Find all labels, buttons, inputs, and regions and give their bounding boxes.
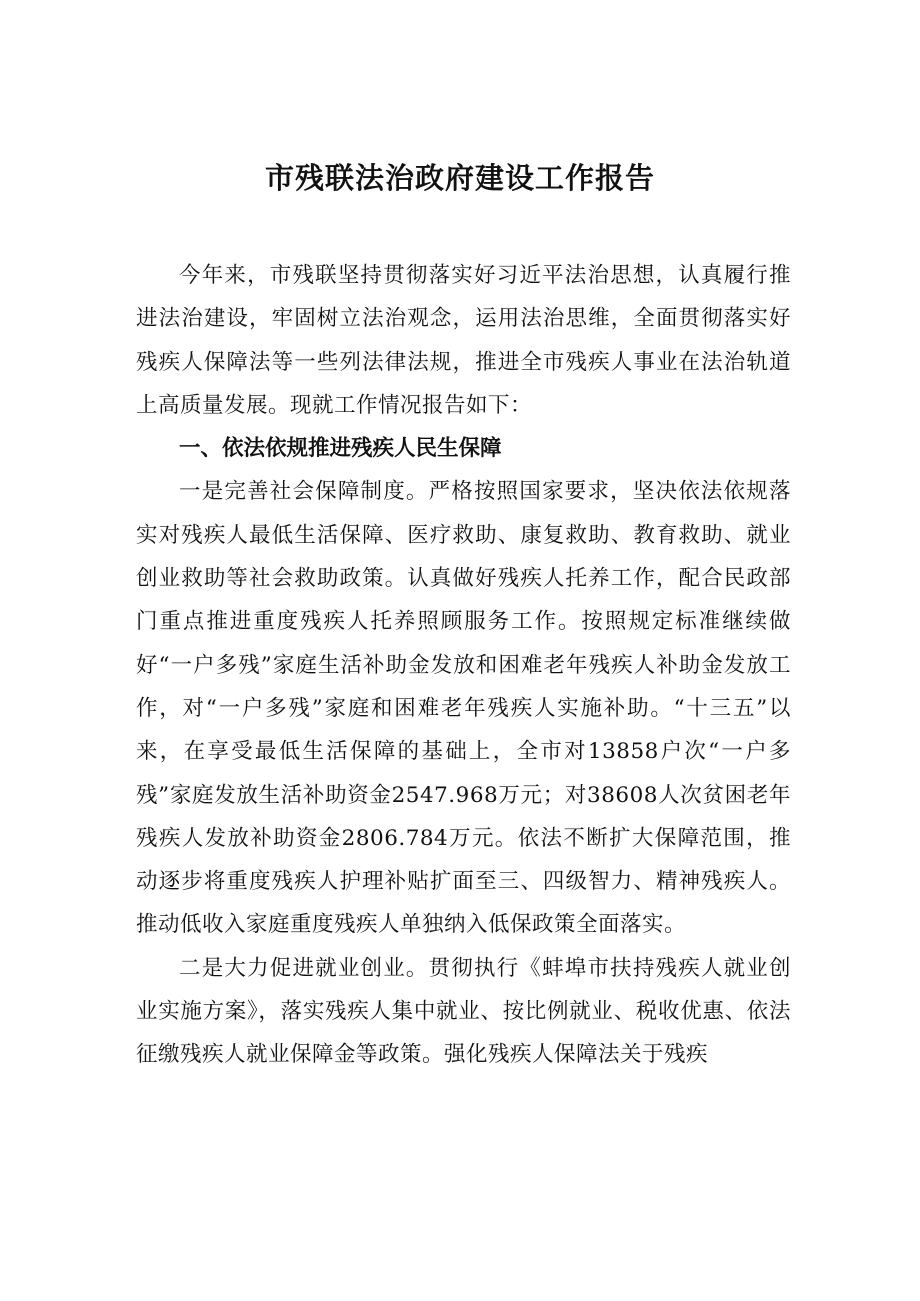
body-paragraph-2: 二是大力促进就业创业。贯彻执行《蚌埠市扶持残疾人就业创业实施方案》，落实残疾人集中就业、按比例就业、税收优惠、依法征缴残疾人就业保障金等政策。强化残疾人保障法关于残疾 bbox=[136, 955, 791, 1068]
document-body bbox=[136, 254, 791, 1077]
body-paragraph-1: 一是完善社会保障制度。严格按照国家要求，坚决依法依规落实对残疾人最低生活保障、医疗救助、康复救助、教育救助、就业创业救助等社会救助政策。认真做好残疾人托养工作，配合民政部门重点推进重度残疾人托养照顾服务工作。按照规定标准继续做好“一户多残”家庭生活补助金发放和困难老年残疾人补助金发放工作，对“一户多残”家庭和困难老年残疾人实施补助。“十三五”以来，在享受最低生活保障的基础上，全市对13858户次“一户多残”家庭发放生活补助资金2547.968万元；对38608人次贫困老年残疾人发放补助资金2806.784万元。依法不断扩大保障范围，推动逐步将重度残疾人护理补贴扩面至三、四级智力、精神残疾人。推动低收入家庭重度残疾人单独纳入低保政策全面落实。 bbox=[136, 479, 791, 938]
section-heading: 一、依法依规推进残疾人民生保障 bbox=[179, 436, 502, 462]
intro-paragraph: 今年来，市残联坚持贯彻落实好习近平法治思想，认真履行推进法治建设，牢固树立法治观念，运用法治思维，全面贯彻落实好残疾人保障法等一些列法律法规，推进全市残疾人事业在法治轨道上高质量发展。现就工作情况报告如下： bbox=[136, 263, 791, 418]
document-title: 市残联法治政府建设工作报告 bbox=[264, 161, 655, 195]
